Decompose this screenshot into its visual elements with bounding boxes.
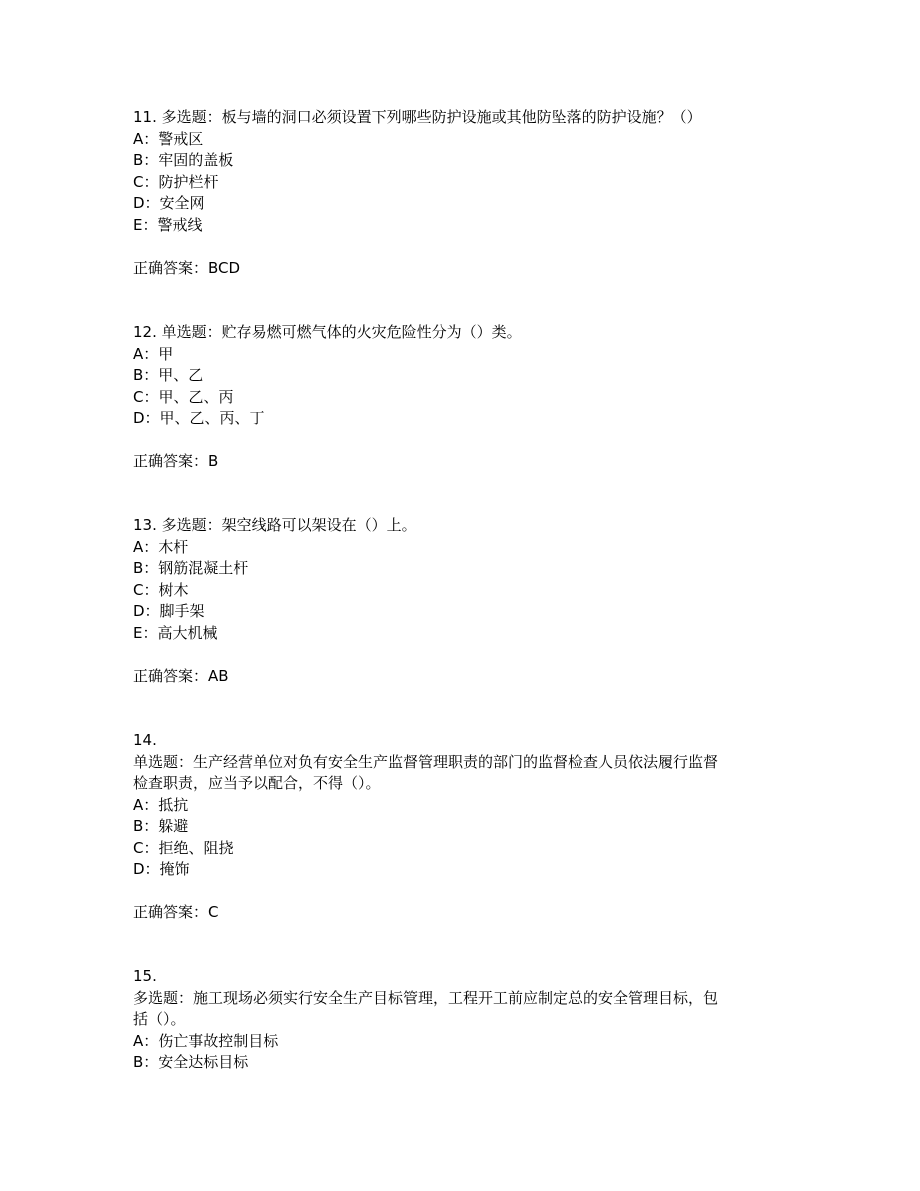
- correct-answer: 正确答案：B: [133, 452, 219, 470]
- question-stem: 11. 多选题：板与墙的洞口必须设置下列哪些防护设施或其他防坠落的防护设施？（）: [133, 108, 702, 126]
- option-d: D：脚手架: [133, 602, 205, 620]
- option-c: C：防护栏杆: [133, 172, 219, 191]
- option-a: A：木杆: [133, 537, 189, 556]
- question-14: [133, 730, 793, 924]
- correct-answer: 正确答案：AB: [133, 666, 229, 685]
- option-e: E：警戒线: [133, 215, 203, 234]
- option-c: C：拒绝、阻挠: [133, 838, 234, 857]
- option-d: D：甲、乙、丙、丁: [133, 409, 265, 427]
- option-b: B：躲避: [133, 817, 189, 835]
- question-stem: 13. 多选题：架空线路可以架设在（）上。: [133, 516, 417, 534]
- question-stem-line-1: 单选题：生产经营单位对负有安全生产监督管理职责的部门的监督检查人员依法履行监督: [133, 752, 719, 771]
- option-c: C：树木: [133, 580, 189, 599]
- option-b: B：牢固的盖板: [133, 151, 234, 169]
- question-number: 14.: [133, 731, 157, 749]
- correct-answer: 正确答案：C: [133, 903, 219, 921]
- question-13: [133, 515, 793, 687]
- question-15: [133, 966, 793, 1074]
- option-b: B：安全达标目标: [133, 1053, 249, 1071]
- option-e: E：高大机械: [133, 623, 218, 642]
- option-a: A：抵抗: [133, 795, 189, 814]
- option-b: B：甲、乙: [133, 366, 204, 384]
- option-a: A：伤亡事故控制目标: [133, 1031, 279, 1050]
- question-stem-line-2: 检查职责，应当予以配合，不得（）。: [133, 774, 381, 792]
- option-c: C：甲、乙、丙: [133, 387, 234, 406]
- option-d: D：掩饰: [133, 860, 190, 878]
- question-stem: 12. 单选题：贮存易燃可燃气体的火灾危险性分为（）类。: [133, 323, 522, 341]
- question-stem-line-1: 多选题：施工现场必须实行安全生产目标管理，工程开工前应制定总的安全管理目标，包: [133, 988, 719, 1007]
- option-a: A：甲: [133, 344, 174, 363]
- question-12: [133, 322, 793, 473]
- question-number: 15.: [133, 967, 157, 985]
- question-stem-line-2: 括（）。: [133, 1010, 186, 1028]
- option-b: B：钢筋混凝土杆: [133, 559, 249, 577]
- option-a: A：警戒区: [133, 129, 204, 148]
- correct-answer: 正确答案：BCD: [133, 258, 241, 277]
- option-d: D：安全网: [133, 194, 205, 212]
- question-11: [133, 107, 793, 279]
